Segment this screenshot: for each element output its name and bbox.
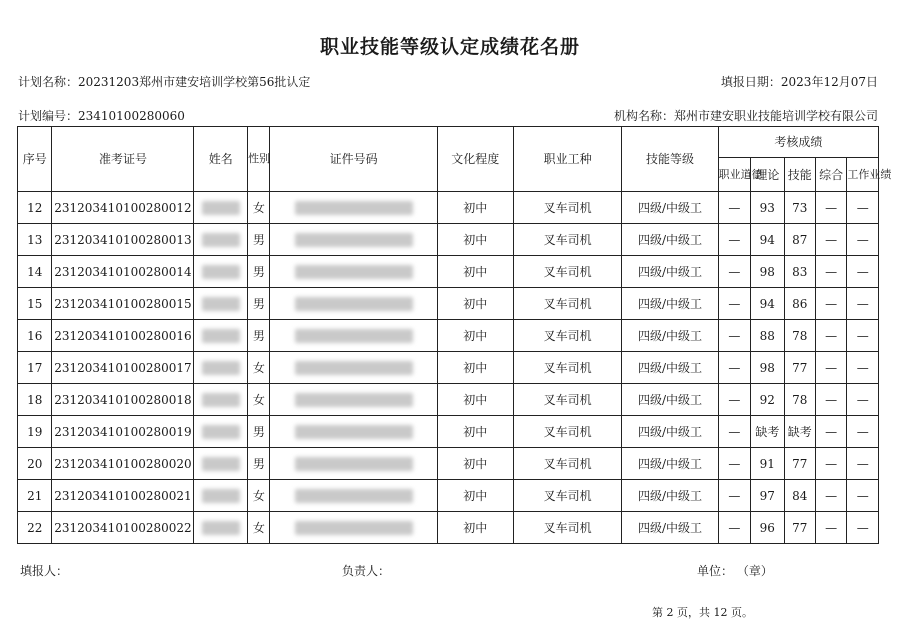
cell-gender: 女 (248, 512, 270, 544)
cell-skill: 84 (784, 480, 815, 512)
table-row (18, 512, 879, 544)
cell-name-redacted (194, 384, 248, 416)
table-body (18, 192, 879, 544)
cell-education: 初中 (437, 480, 513, 512)
cell-id-redacted (270, 384, 437, 416)
cell-name-redacted (194, 352, 248, 384)
redaction-blur (295, 489, 413, 503)
cell-skill: 77 (784, 512, 815, 544)
cell-theory: 96 (751, 512, 784, 544)
cell-gender: 男 (248, 288, 270, 320)
unit-label: 单位： （章） (697, 564, 773, 578)
organization-name: 机构名称：郑州市建安职业技能培训学校有限公司 (613, 109, 878, 123)
cell-work: — (847, 384, 879, 416)
table-row (18, 224, 879, 256)
cell-ethics: — (718, 352, 750, 384)
table-row (18, 480, 879, 512)
cell-ethics: — (718, 416, 750, 448)
cell-level: 四级/中级工 (622, 384, 718, 416)
cell-education: 初中 (437, 288, 513, 320)
cell-name-redacted (194, 320, 248, 352)
cell-exam-no: 231203410100280017 (52, 352, 194, 384)
cell-seq: 17 (18, 352, 52, 384)
cell-id-redacted (270, 288, 437, 320)
cell-job: 叉车司机 (513, 512, 622, 544)
cell-work: — (847, 192, 879, 224)
cell-job: 叉车司机 (513, 384, 622, 416)
redaction-blur (202, 457, 240, 471)
cell-id-redacted (270, 352, 437, 384)
redaction-blur (295, 201, 413, 215)
cell-work: — (847, 224, 879, 256)
redaction-blur (202, 329, 240, 343)
cell-theory: 97 (751, 480, 784, 512)
cell-skill: 87 (784, 224, 815, 256)
cell-job: 叉车司机 (513, 352, 622, 384)
redaction-blur (295, 297, 413, 311)
cell-level: 四级/中级工 (622, 288, 718, 320)
cell-name-redacted (194, 416, 248, 448)
col-header-assessment: 考核成绩 (718, 127, 878, 158)
cell-ethics: — (718, 480, 750, 512)
cell-overall: — (815, 320, 846, 352)
cell-job: 叉车司机 (513, 480, 622, 512)
cell-exam-no: 231203410100280015 (52, 288, 194, 320)
redaction-blur (295, 265, 413, 279)
col-header-seq: 序号 (18, 127, 52, 192)
cell-gender: 女 (248, 384, 270, 416)
cell-id-redacted (270, 448, 437, 480)
cell-work: — (847, 448, 879, 480)
redaction-blur (202, 489, 240, 503)
cell-seq: 18 (18, 384, 52, 416)
cell-seq: 20 (18, 448, 52, 480)
cell-theory: 94 (751, 224, 784, 256)
cell-work: — (847, 416, 879, 448)
cell-overall: — (815, 448, 846, 480)
cell-level: 四级/中级工 (622, 448, 718, 480)
cell-id-redacted (270, 192, 437, 224)
redaction-blur (202, 233, 240, 247)
cell-education: 初中 (437, 512, 513, 544)
cell-job: 叉车司机 (513, 288, 622, 320)
cell-skill: 78 (784, 384, 815, 416)
cell-seq: 12 (18, 192, 52, 224)
cell-seq: 19 (18, 416, 52, 448)
cell-work: — (847, 352, 879, 384)
redaction-blur (295, 361, 413, 375)
cell-name-redacted (194, 448, 248, 480)
cell-education: 初中 (437, 384, 513, 416)
cell-theory: 94 (751, 288, 784, 320)
cell-exam-no: 231203410100280016 (52, 320, 194, 352)
cell-ethics: — (718, 320, 750, 352)
cell-theory: 98 (751, 352, 784, 384)
cell-exam-no: 231203410100280020 (52, 448, 194, 480)
cell-seq: 14 (18, 256, 52, 288)
filler-label: 填报人： (20, 564, 69, 578)
cell-seq: 21 (18, 480, 52, 512)
cell-overall: — (815, 192, 846, 224)
table-row (18, 320, 879, 352)
cell-work: — (847, 320, 879, 352)
cell-exam-no: 231203410100280021 (52, 480, 194, 512)
redaction-blur (295, 329, 413, 343)
document-title: 职业技能等级认定成绩花名册 (319, 36, 580, 58)
redaction-blur (295, 393, 413, 407)
cell-id-redacted (270, 224, 437, 256)
redaction-blur (295, 457, 413, 471)
cell-id-redacted (270, 512, 437, 544)
cell-gender: 男 (248, 448, 270, 480)
cell-job: 叉车司机 (513, 320, 622, 352)
cell-name-redacted (194, 224, 248, 256)
cell-education: 初中 (437, 320, 513, 352)
table-row (18, 384, 879, 416)
col-header-gender: 性别 (248, 127, 270, 192)
cell-work: — (847, 512, 879, 544)
redaction-blur (202, 201, 240, 215)
score-roster-table (17, 126, 892, 544)
cell-overall: — (815, 224, 846, 256)
table-row (18, 448, 879, 480)
col-header-overall: 综合 (815, 158, 846, 192)
table-row (18, 288, 879, 320)
cell-theory: 92 (751, 384, 784, 416)
cell-overall: — (815, 352, 846, 384)
col-header-theory: 理论 (751, 158, 784, 192)
cell-ethics: — (718, 512, 750, 544)
cell-seq: 13 (18, 224, 52, 256)
redaction-blur (202, 425, 240, 439)
cell-id-redacted (270, 320, 437, 352)
redaction-blur (202, 361, 240, 375)
cell-work: — (847, 288, 879, 320)
cell-name-redacted (194, 256, 248, 288)
cell-ethics: — (718, 448, 750, 480)
cell-level: 四级/中级工 (622, 256, 718, 288)
cell-name-redacted (194, 480, 248, 512)
cell-level: 四级/中级工 (622, 480, 718, 512)
cell-ethics: — (718, 288, 750, 320)
redaction-blur (202, 297, 240, 311)
cell-gender: 男 (248, 224, 270, 256)
cell-work: — (847, 480, 879, 512)
cell-skill: 77 (784, 448, 815, 480)
cell-gender: 男 (248, 416, 270, 448)
cell-level: 四级/中级工 (622, 512, 718, 544)
cell-ethics: — (718, 224, 750, 256)
cell-overall: — (815, 256, 846, 288)
col-header-id-no: 证件号码 (270, 127, 437, 192)
col-header-name: 姓名 (194, 127, 248, 192)
cell-name-redacted (194, 192, 248, 224)
cell-skill: 86 (784, 288, 815, 320)
cell-exam-no: 231203410100280019 (52, 416, 194, 448)
redaction-blur (202, 393, 240, 407)
cell-skill: 78 (784, 320, 815, 352)
col-header-education: 文化程度 (437, 127, 513, 192)
cell-skill: 77 (784, 352, 815, 384)
cell-education: 初中 (437, 352, 513, 384)
cell-level: 四级/中级工 (622, 224, 718, 256)
col-header-exam-no: 准考证号 (52, 127, 194, 192)
cell-theory: 91 (751, 448, 784, 480)
cell-work: — (847, 256, 879, 288)
col-header-level: 技能等级 (622, 127, 718, 192)
cell-gender: 女 (248, 480, 270, 512)
plan-number: 计划编号：23410100280060 (18, 109, 185, 123)
cell-id-redacted (270, 416, 437, 448)
redaction-blur (295, 521, 413, 535)
cell-level: 四级/中级工 (622, 320, 718, 352)
plan-name: 计划名称：20231203郑州市建安培训学校第56批认定 (18, 75, 311, 89)
col-header-job: 职业工种 (513, 127, 622, 192)
cell-exam-no: 231203410100280022 (52, 512, 194, 544)
cell-job: 叉车司机 (513, 448, 622, 480)
cell-education: 初中 (437, 448, 513, 480)
cell-level: 四级/中级工 (622, 352, 718, 384)
cell-job: 叉车司机 (513, 416, 622, 448)
cell-overall: — (815, 416, 846, 448)
redaction-blur (202, 265, 240, 279)
cell-education: 初中 (437, 192, 513, 224)
cell-theory: 88 (751, 320, 784, 352)
cell-ethics: — (718, 384, 750, 416)
cell-gender: 女 (248, 192, 270, 224)
cell-exam-no: 231203410100280013 (52, 224, 194, 256)
cell-theory: 93 (751, 192, 784, 224)
cell-id-redacted (270, 480, 437, 512)
cell-seq: 16 (18, 320, 52, 352)
cell-level: 四级/中级工 (622, 192, 718, 224)
cell-gender: 男 (248, 320, 270, 352)
table-row (18, 256, 879, 288)
cell-id-redacted (270, 256, 437, 288)
fill-date: 填报日期：2023年12月07日 (720, 75, 878, 89)
col-header-work: 工作业绩 (847, 158, 879, 192)
cell-name-redacted (194, 512, 248, 544)
cell-level: 四级/中级工 (622, 416, 718, 448)
cell-name-redacted (194, 288, 248, 320)
cell-theory: 98 (751, 256, 784, 288)
cell-gender: 女 (248, 352, 270, 384)
cell-overall: — (815, 480, 846, 512)
cell-overall: — (815, 384, 846, 416)
cell-overall: — (815, 288, 846, 320)
cell-exam-no: 231203410100280018 (52, 384, 194, 416)
cell-job: 叉车司机 (513, 224, 622, 256)
cell-skill: 缺考 (784, 416, 815, 448)
redaction-blur (295, 233, 413, 247)
cell-seq: 22 (18, 512, 52, 544)
cell-education: 初中 (437, 416, 513, 448)
page-info: 第 2 页，共 12 页。 (652, 606, 753, 619)
redaction-blur (202, 521, 240, 535)
cell-skill: 73 (784, 192, 815, 224)
cell-education: 初中 (437, 224, 513, 256)
table-row (18, 192, 879, 224)
cell-exam-no: 231203410100280014 (52, 256, 194, 288)
responsible-label: 负责人： (342, 564, 391, 578)
cell-education: 初中 (437, 256, 513, 288)
redaction-blur (295, 425, 413, 439)
col-header-skill: 技能 (784, 158, 815, 192)
cell-job: 叉车司机 (513, 192, 622, 224)
cell-gender: 男 (248, 256, 270, 288)
cell-skill: 83 (784, 256, 815, 288)
table-row (18, 416, 879, 448)
cell-seq: 15 (18, 288, 52, 320)
cell-ethics: — (718, 256, 750, 288)
cell-job: 叉车司机 (513, 256, 622, 288)
cell-theory: 缺考 (751, 416, 784, 448)
table-row (18, 352, 879, 384)
cell-exam-no: 231203410100280012 (52, 192, 194, 224)
cell-ethics: — (718, 192, 750, 224)
cell-overall: — (815, 512, 846, 544)
col-header-ethics: 职业道德 (718, 158, 750, 192)
